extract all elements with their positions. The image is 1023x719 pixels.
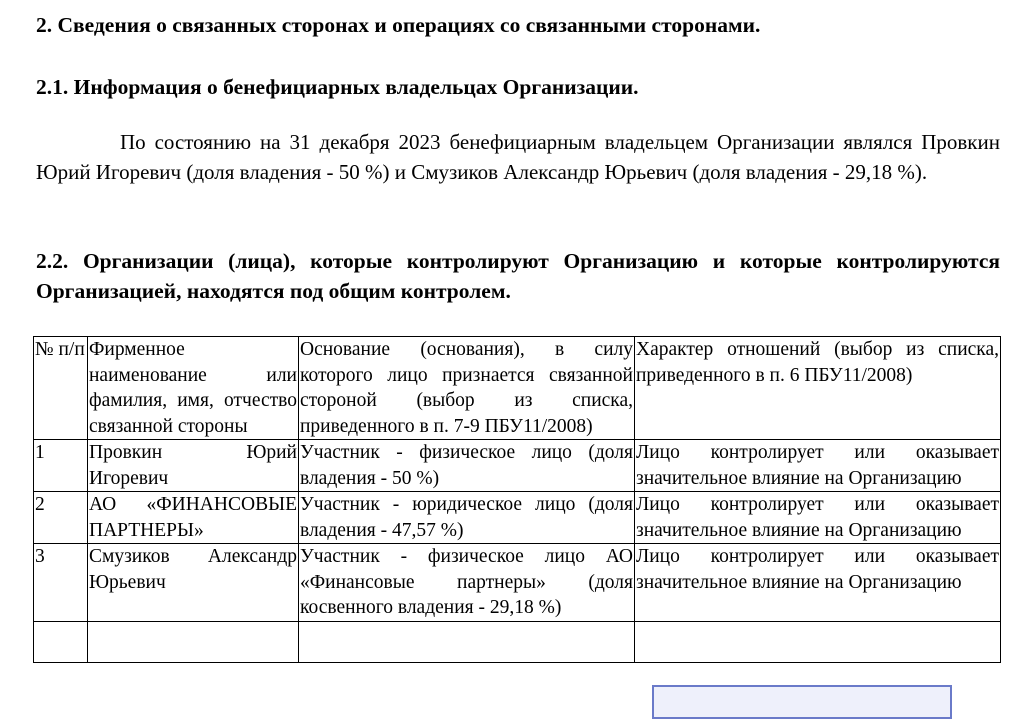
row-party-name: АО «ФИНАНСОВЫЕ ПАРТНЕРЫ»: [88, 492, 299, 544]
table-header-row: [34, 337, 1001, 440]
header-party-name: Фирменное наименование или фамилия, имя, отчество связанной стороны: [88, 337, 299, 440]
section-2-title: 2. Сведения о связанных сторонах и операциях со связанными сторонами.: [36, 13, 761, 37]
table-row: [34, 440, 1001, 492]
header-number: № п/п: [34, 337, 88, 440]
table-row: [34, 544, 1001, 622]
row-basis: Участник - физическое лицо АО «Финансовые партнеры» (доля косвенного владения - 29,18 %): [299, 544, 635, 622]
table-row: [34, 621, 1001, 662]
row-number: [34, 621, 88, 662]
related-parties-table: [33, 336, 1001, 663]
beneficial-owners-paragraph: По состоянию на 31 декабря 2023 бенефициарным владельцем Организации являлся Провкин Юрий Игоревич (доля владения - 50 %) и Смузиков Александр Юрьевич (доля владения - 29,18 %).: [36, 130, 1000, 184]
table-row: [34, 492, 1001, 544]
row-relationship: Лицо контролирует или оказывает значительное влияние на Организацию: [635, 440, 1001, 492]
row-basis: Участник - юридическое лицо (доля владения - 47,57 %): [299, 492, 635, 544]
row-number: 3: [34, 544, 88, 622]
row-relationship: [635, 621, 1001, 662]
row-party-name: Провкин Юрий Игоревич: [88, 440, 299, 492]
row-number: 2: [34, 492, 88, 544]
row-number: 1: [34, 440, 88, 492]
header-basis: Основание (основания), в силу которого лицо признается связанной стороной (выбор из списка, приведенного в п. 7-9 ПБУ11/2008): [299, 337, 635, 440]
row-party-name: [88, 621, 299, 662]
row-basis: Участник - физическое лицо (доля владения - 50 %): [299, 440, 635, 492]
header-relationship: Характер отношений (выбор из списка, приведенного в п. 6 ПБУ11/2008): [635, 337, 1001, 440]
selection-dropdown[interactable]: [652, 685, 952, 719]
row-party-name: Смузиков Александр Юрьевич: [88, 544, 299, 622]
section-2-2-title: 2.2. Организации (лица), которые контролируют Организацию и которые контролируются Организацией, находятся под общим контролем.: [36, 249, 1000, 303]
row-relationship: Лицо контролирует или оказывает значительное влияние на Организацию: [635, 492, 1001, 544]
row-basis: [299, 621, 635, 662]
row-relationship: Лицо контролирует или оказывает значительное влияние на Организацию: [635, 544, 1001, 622]
section-2-1-title: 2.1. Информация о бенефициарных владельцах Организации.: [36, 75, 639, 99]
